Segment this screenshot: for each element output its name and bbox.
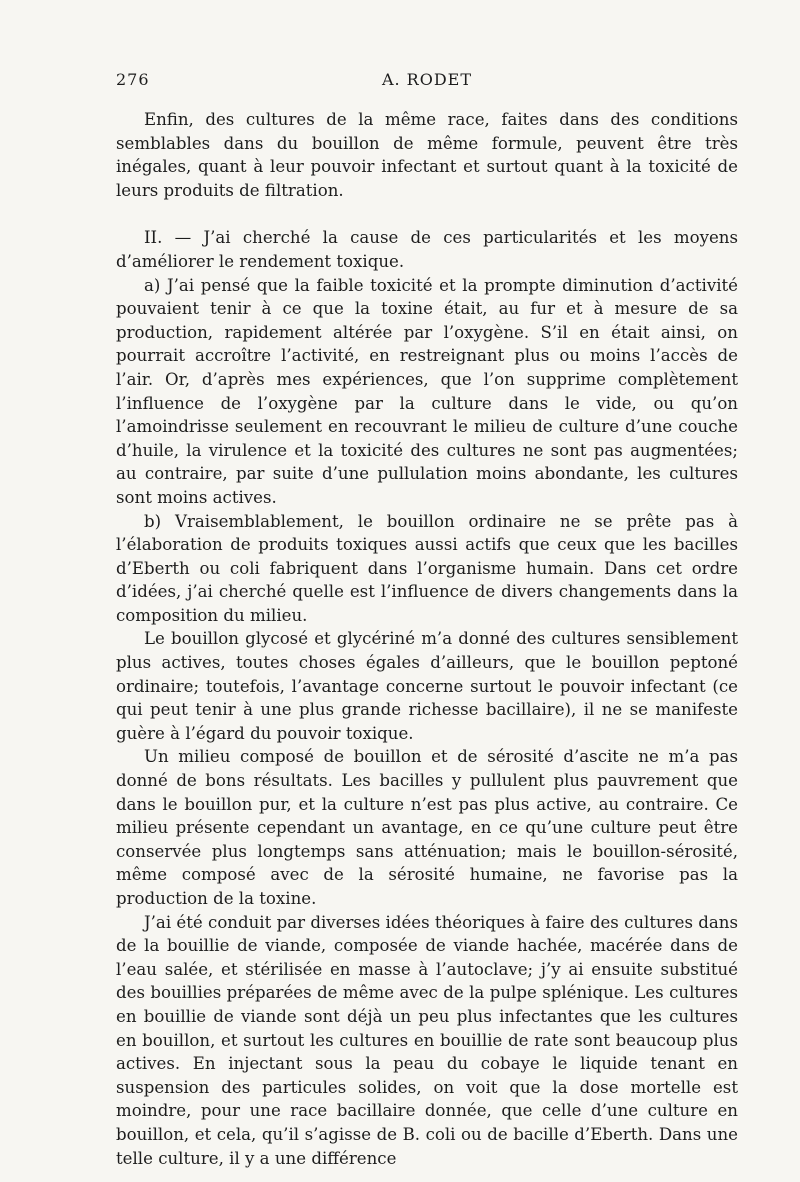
section-heading-paragraph: II. — J’ai cherché la cause de ces particularités et les moyens d’améliorer le rendement toxique. xyxy=(116,228,738,271)
page-header xyxy=(116,70,738,94)
paragraph: Enfin, des cultures de la même race, faites dans des conditions semblables dans du bouillon de même formule, peuvent être très inégales, quant à leur pouvoir infectant et surtout quant à la toxicité de leurs produits de filtration. xyxy=(116,110,738,200)
running-head: A. RODET xyxy=(381,70,473,89)
paragraph: Un milieu composé de bouillon et de sérosité d’ascite ne m’a pas donné de bons résultats. Les bacilles y pullulent plus pauvrement que dans le bouillon pur, et la culture n’est pas plus active, au contraire. Ce milieu présente cependant un avantage, en ce qu’une culture peut être conservée plus longtemps sans atténuation; mais le bouillon-sérosité, même composé avec de la sérosité humaine, ne favorise pas la production de la toxine. xyxy=(116,747,738,908)
paragraph: Le bouillon glycosé et glycériné m’a donné des cultures sensiblement plus actives, toutes choses égales d’ailleurs, que le bouillon peptoné ordinaire; toutefois, l’avantage concerne surtout le pouvoir infectant (ce qui peut tenir à une plus grande richesse bacillaire), il ne se manifeste guère à l’égard du pouvoir toxique. xyxy=(116,629,738,743)
page-number: 276 xyxy=(116,70,150,89)
body-text xyxy=(116,108,738,1170)
paragraph: J’ai été conduit par diverses idées théoriques à faire des cultures dans de la bouillie de viande, composée de viande hachée, macérée dans de l’eau salée, et stérilisée en masse à l’autoclave; j’y ai ensuite substitué des bouillies préparées de même avec de la pulpe splénique. Les cultures en bouillie de viande sont déjà un peu plus infectantes que les cultures en bouillon, et surtout les cultures en bouillie de rate sont beaucoup plus actives. En injectant sous la peau du cobaye le liquide tenant en suspension des particules solides, on voit que la dose mortelle est moindre, pour une race bacillaire donnée, que celle d’une culture en bouillon, et cela, qu’il s’agisse de B. coli ou de bacille d’Eberth. Dans une telle culture, il y a une différence xyxy=(116,912,738,1168)
paragraph: a) J’ai pensé que la faible toxicité et la prompte diminution d’activité pouvaient tenir à ce que la toxine était, au fur et à mesure de sa production, rapidement altérée par l’oxygène. S’il en était ainsi, on pourrait accroître l’activité, en restreignant plus ou moins l’accès de l’air. Or, d’après mes expériences, que l’on supprime complètement l’influence de l’oxygène par la culture dans le vide, ou qu’on l’amoindrisse seulement en recouvrant le milieu de culture d’une couche d’huile, la virulence et la toxicité des cultures ne sont pas augmentées; au contraire, par suite d’une pullulation moins abondante, les cultures sont moins actives. xyxy=(116,275,738,507)
paragraph: b) Vraisemblablement, le bouillon ordinaire ne se prête pas à l’élaboration de produits toxiques aussi actifs que ceux que les bacilles d’Eberth ou coli fabriquent dans l’organisme humain. Dans cet ordre d’idées, j’ai cherché quelle est l’influence de divers changements dans la composition du milieu. xyxy=(116,511,738,625)
